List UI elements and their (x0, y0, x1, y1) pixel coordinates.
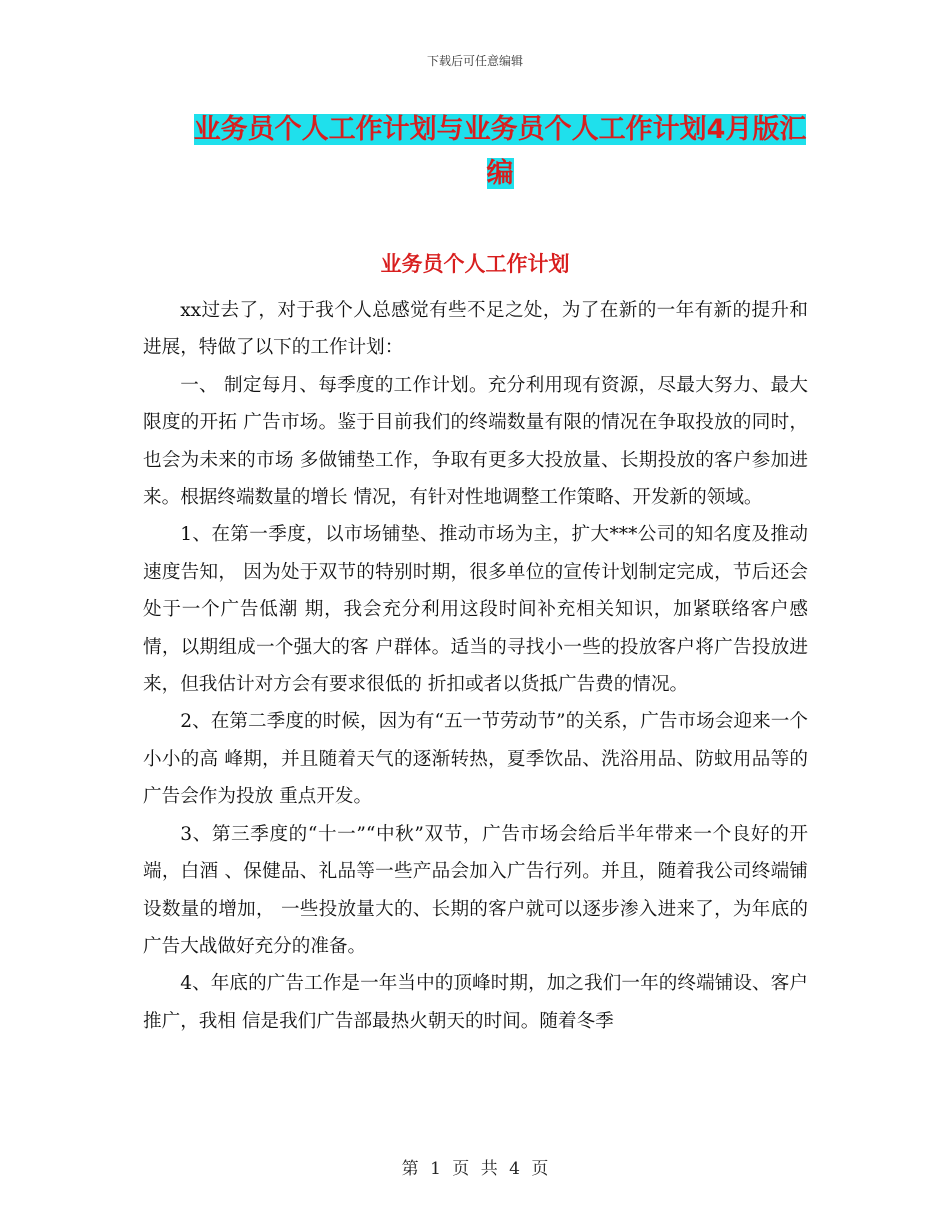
document-title (190, 108, 810, 196)
page-number-footer: 第 1 页 共 4 页 (401, 1159, 549, 1179)
paragraph-year-end: 4、年底的广告工作是一年当中的顶峰时期，加之我们一年的终端铺设、客户推广，我相 信是我们广告部最热火朝天的时间。随着冬季 (143, 973, 808, 1032)
paragraph-intro: xx过去了，对于我个人总感觉有些不足之处，为了在新的一年有新的提升和进展，特做了以下的工作计划： (143, 300, 808, 359)
paragraph-plan-overview: 一、 制定每月、每季度的工作计划。充分利用现有资源，尽最大努力、最大限度的开拓 广告市场。鉴于目前我们的终端数量有限的情况在争取投放的同时，也会为未来的市场 多做铺垫工作，争取有更多大投放量、长期投放的客户参加进来。根据终端数量的增长 情况，有针对性地调整工作策略、开发新的领域。 (143, 374, 808, 509)
document-title-line-2: 编 (486, 158, 514, 189)
document-title-line-1: 业务员个人工作计划与业务员个人工作计划4月版汇 (193, 114, 807, 145)
section-heading: 业务员个人工作计划 (380, 252, 570, 276)
paragraph-q3: 3、第三季度的“十一”“中秋”双节，广告市场会给后半年带来一个良好的开端，白酒 、保健品、礼品等一些产品会加入广告行列。并且，随着我公司终端铺设数量的增加， 一些投放量大的、长期的客户就可以逐步渗入进来了，为年底的广告大战做好充分的准备。 (143, 823, 808, 957)
page-header-note: 下载后可任意编辑 (426, 54, 523, 68)
paragraph-q1: 1、在第一季度，以市场铺垫、推动市场为主，扩大***公司的知名度及推动速度告知， 因为处于双节的特别时期，很多单位的宣传计划制定完成，节后还会处于一个广告低潮 期，我会充分利用这段时间补充相关知识，加紧联络客户感情，以期组成一个强大的客 户群体。适当的寻找小一些的投放客户将广告投放进来，但我估计对方会有要求很低的 折扣或者以货抵广告费的情况。 (143, 524, 808, 696)
paragraph-q2: 2、在第二季度的时候，因为有“五一节劳动节”的关系，广告市场会迎来一个小小的高 峰期，并且随着天气的逐渐转热，夏季饮品、洗浴用品、防蚊用品等的广告会作为投放 重点开发。 (143, 711, 808, 808)
document-body (143, 292, 808, 1040)
